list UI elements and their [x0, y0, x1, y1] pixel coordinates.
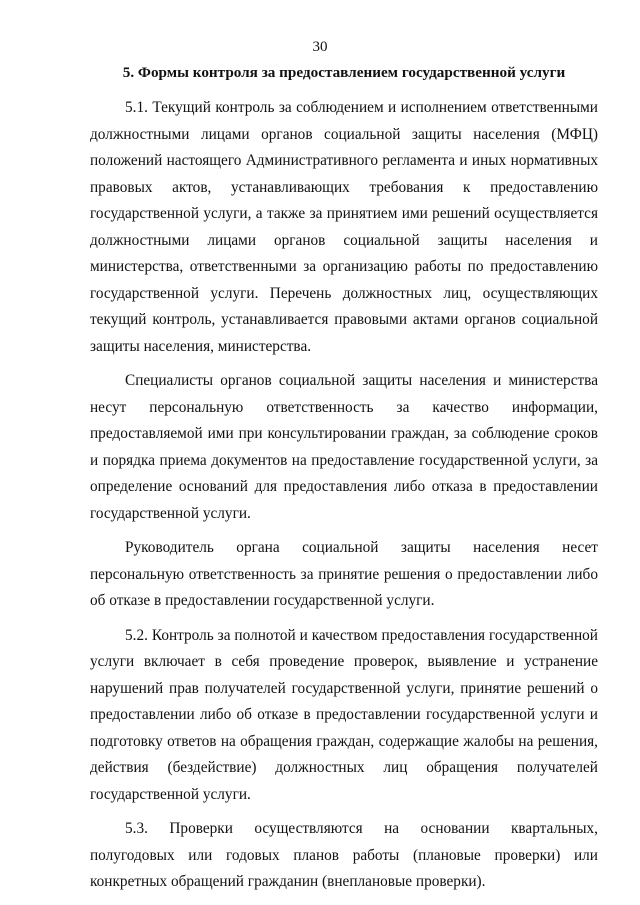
paragraph-5-1: 5.1. Текущий контроль за соблюдением и исполнением ответственными должностными лицами органов социальной защиты населения (МФЦ) положений настоящего Административного регламента и иных нормативных правовых актов, устанавливающих требования к предоставлению государственной услуги, а также за принятием ими решений осуществляется должностными лицами органов социальной защиты населения и министерства, ответственными за организацию работы по предоставлению государственной услуги. Перечень должностных лиц, осуществляющих текущий контроль, устанавливается правовыми актами органов социальной защиты населения, министерства.: [90, 99, 598, 355]
paragraph-5-3: 5.3. Проверки осуществляются на основании квартальных, полугодовых или годовых планов работы (плановые проверки) или конкретных обращений гражданин (внеплановые проверки).: [90, 820, 598, 890]
paragraph-5-2: 5.2. Контроль за полнотой и качеством предоставления государственной услуги включает в себя проведение проверок, выявление и устранение нарушений прав получателей государственной услуги, принятие решений о предоставлении либо об отказе в предоставлении государственной услуги и подготовку ответов на обращения граждан, содержащие жалобы на решения, действия (бездействие) должностных лиц обращения получателей государственной услуги.: [90, 626, 598, 803]
body-text: [90, 95, 598, 896]
paragraph-specialists: Специалисты органов социальной защиты населения и министерства несут персональную ответственность за качество информации, предоставляемой ими при консультировании граждан, за соблюдение сроков и порядка приема документов на предоставление государственной услуги, за определение оснований для предоставления либо отказа в предоставлении государственной услуги.: [90, 372, 598, 522]
page-number: 30: [312, 39, 328, 55]
paragraph-head-responsibility: Руководитель органа социальной защиты населения несет персональную ответственность за принятие решения о предоставлении либо об отказе в предоставлении государственной услуги.: [90, 539, 598, 609]
section-title: 5. Формы контроля за предоставлением государственной услуги: [122, 64, 566, 81]
